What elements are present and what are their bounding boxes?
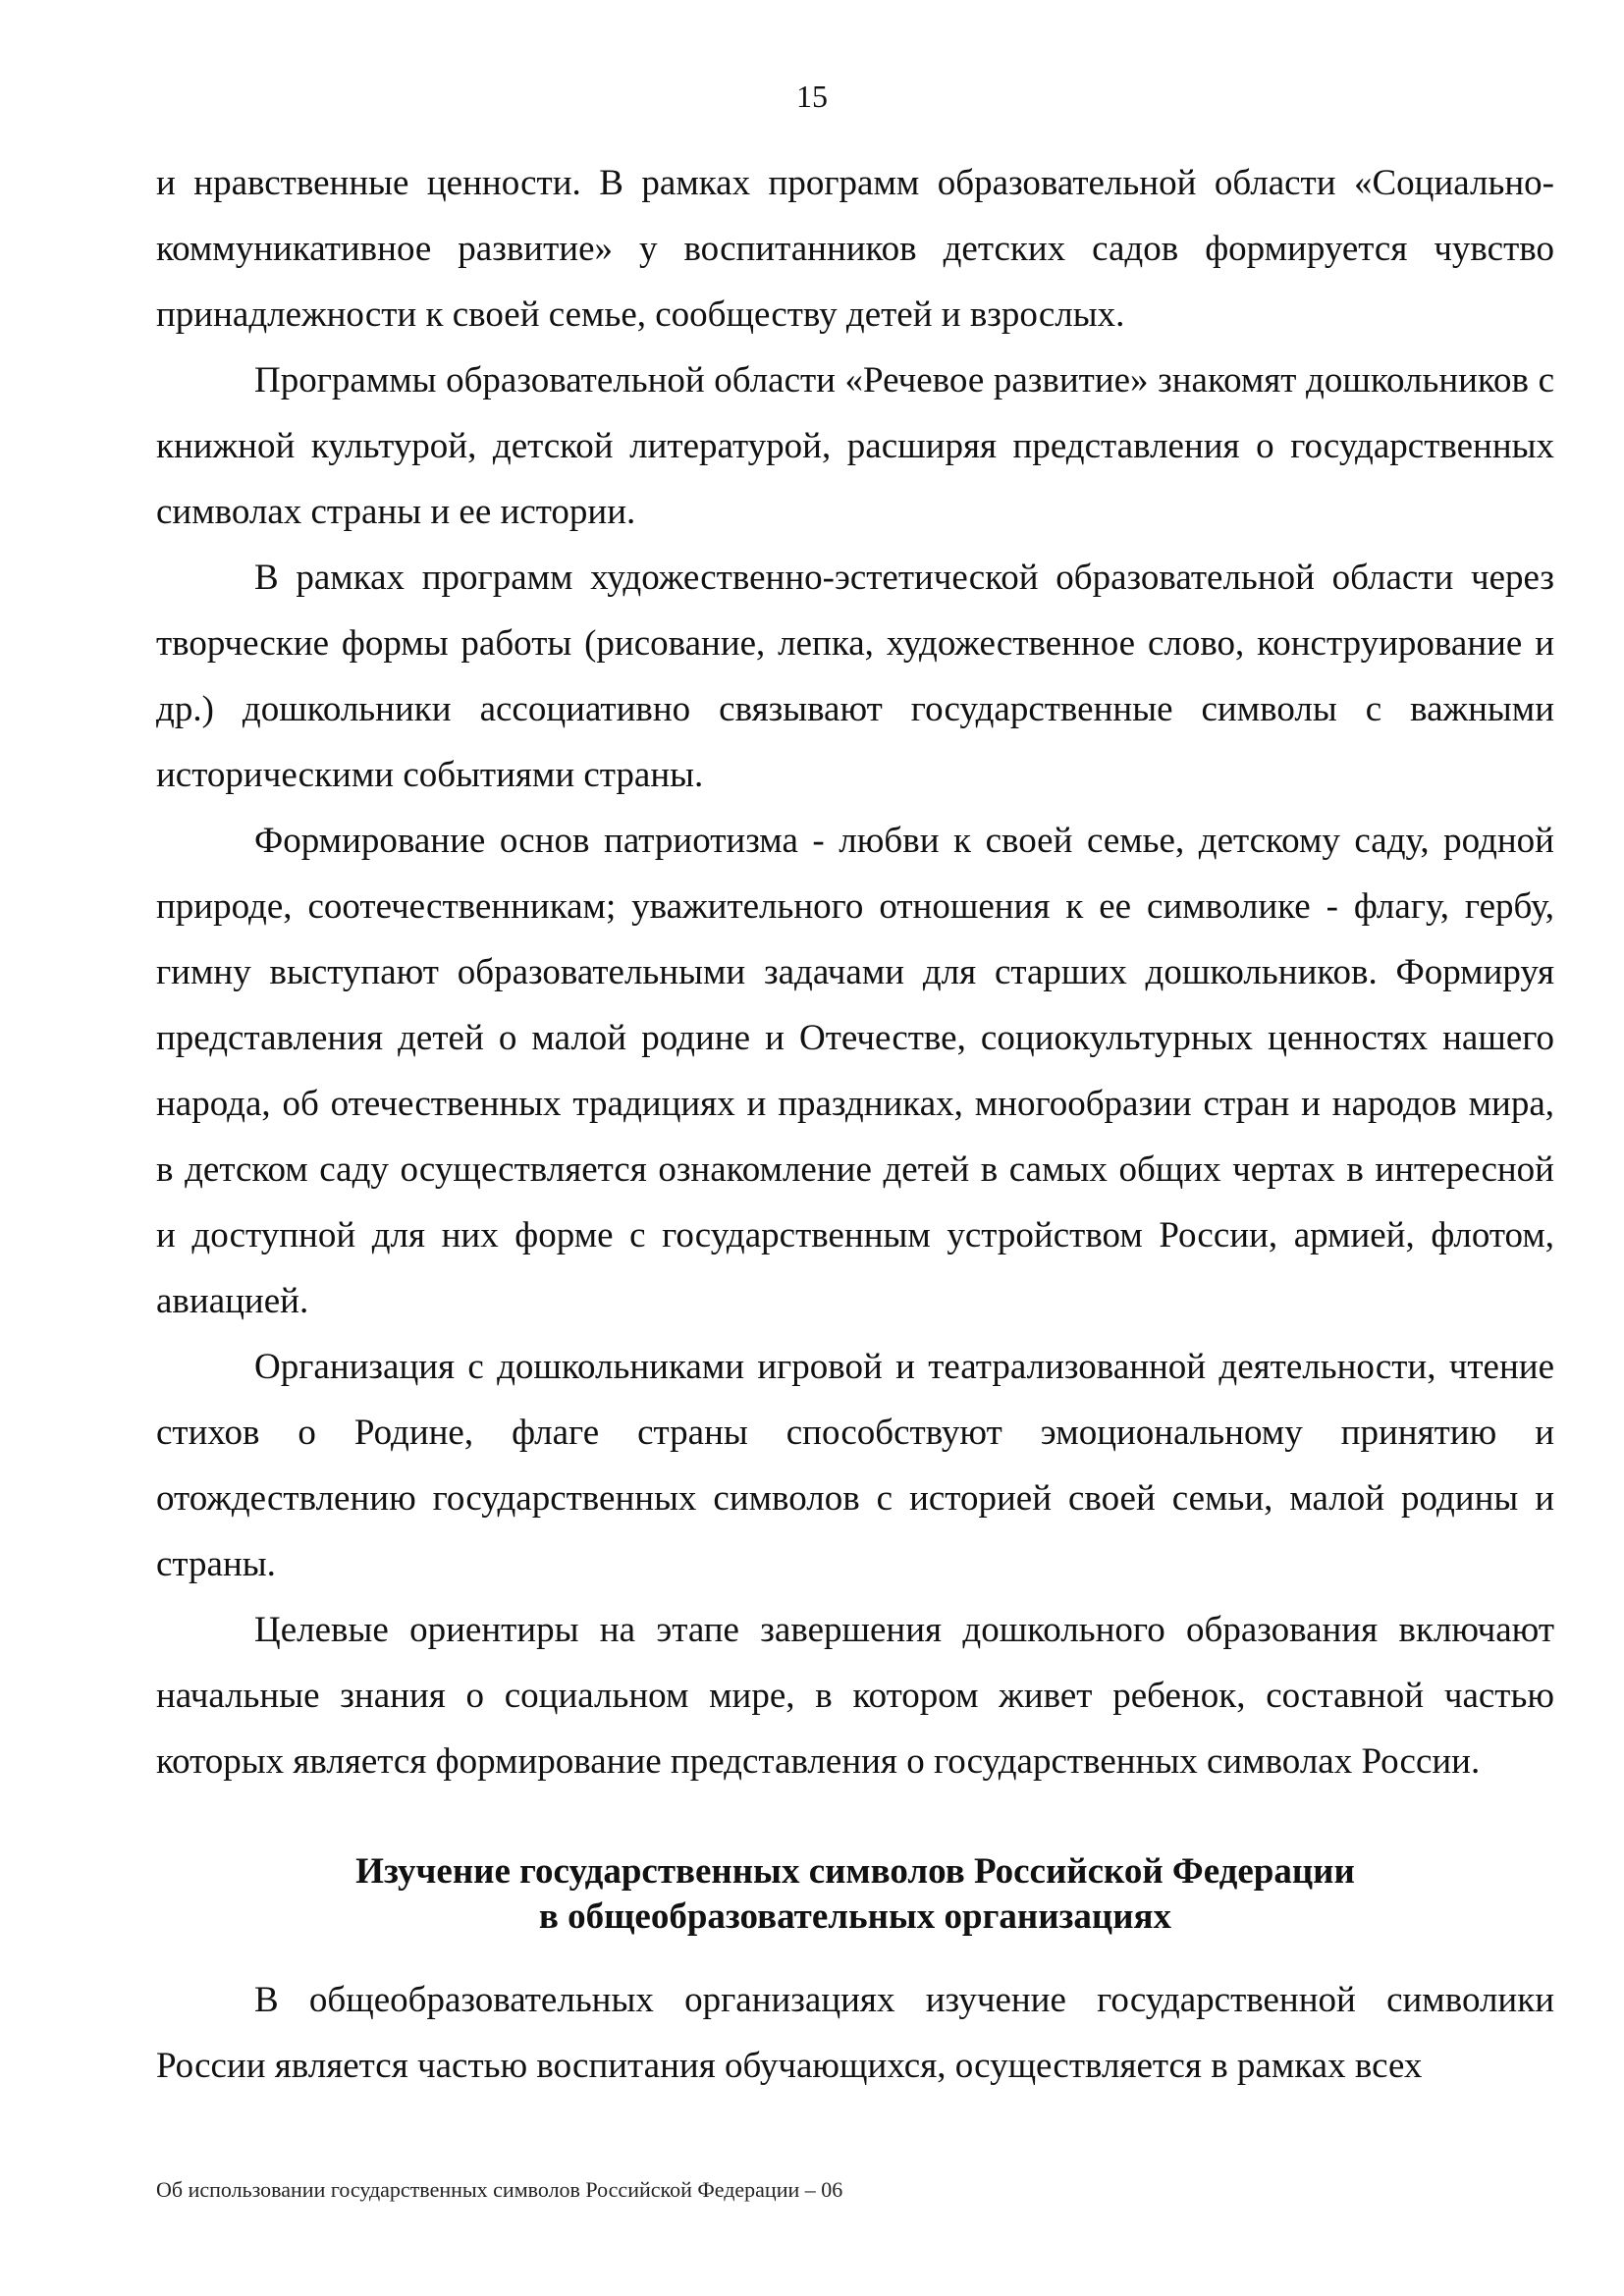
document-body: [156, 150, 1554, 2099]
paragraph: Формирование основ патриотизма - любви к своей семье, детскому саду, родной природе, соотечественникам; уважительного отношения к ее символике - флагу, гербу, гимну выступают образовательными задачами для старших дошкольников. Формируя представления детей о малой родине и Отечестве, социокультурных ценностях нашего народа, об отечественных традициях и праздниках, многообразии стран и народов мира, в детском саду осуществляется ознакомление детей в самых общих чертах в интересной и доступной для них форме с государственным устройством России, армией, флотом, авиацией.: [156, 821, 1554, 1321]
page-number: 15: [796, 79, 828, 114]
section-heading-line-2: в общеобразовательных организациях: [538, 1896, 1172, 1937]
section-heading-line-1: Изучение государственных символов Российской Федерации: [355, 1851, 1355, 1892]
section-paragraph: В общеобразовательных организациях изучение государственной символики России является частью воспитания обучающихся, осуществляется в рамках всех: [156, 1980, 1554, 2086]
section-heading: [156, 1849, 1554, 1940]
paragraph: Организация с дошкольниками игровой и театрализованной деятельности, чтение стихов о Родине, флаге страны способствуют эмоциональному принятию и отождествлению государственных символов с историей своей семьи, малой родины и страны.: [156, 1347, 1554, 1584]
paragraph: В рамках программ художественно-эстетической образовательной области через творческие формы работы (рисование, лепка, художественное слово, конструирование и др.) дошкольники ассоциативно связывают государственные символы с важными историческими событиями страны.: [156, 558, 1554, 795]
page-footer: Об использовании государственных символов Российской Федерации – 06: [156, 2177, 843, 2202]
paragraph-continuation: и нравственные ценности. В рамках программ образовательной области «Социально-коммуникативное развитие» у воспитанников детских садов формируется чувство принадлежности к своей семье, сообществу детей и взрослых.: [156, 163, 1554, 335]
paragraph: Целевые ориентиры на этапе завершения дошкольного образования включают начальные знания о социальном мире, в котором живет ребенок, составной частью которых является формирование представления о государственных символах России.: [156, 1610, 1554, 1782]
paragraph: Программы образовательной области «Речевое развитие» знакомят дошкольников с книжной культурой, детской литературой, расширяя представления о государственных символах страны и ее истории.: [156, 360, 1554, 532]
